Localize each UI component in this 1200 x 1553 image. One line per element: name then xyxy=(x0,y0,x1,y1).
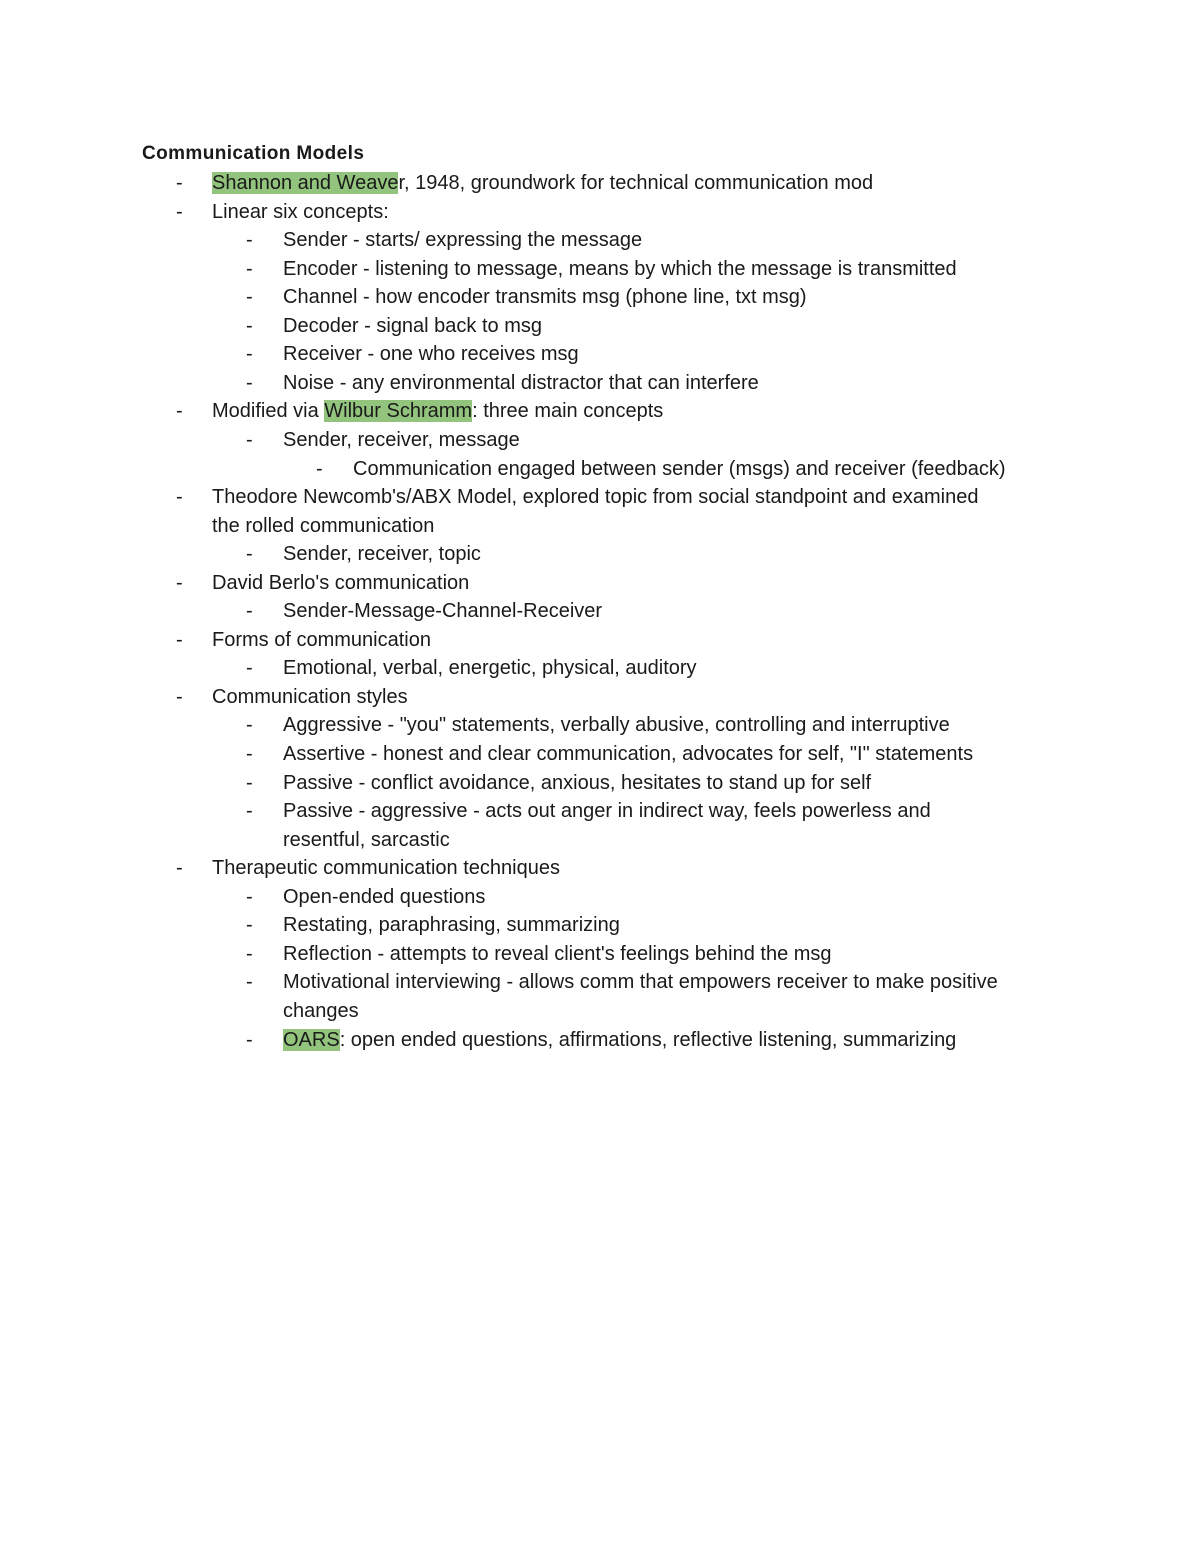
list-item-text: Therapeutic communication techniques xyxy=(212,857,560,880)
bullet-dash: - xyxy=(246,1028,253,1051)
bullet-dash: - xyxy=(176,400,183,423)
bullet-dash: - xyxy=(246,657,253,680)
list-item xyxy=(283,314,542,338)
list-item-text: : three main concepts xyxy=(472,400,664,423)
bullet-dash: - xyxy=(176,685,183,708)
list-item-continuation xyxy=(212,514,434,538)
list-item xyxy=(283,942,832,966)
bullet-dash: - xyxy=(246,971,253,994)
list-item xyxy=(283,542,481,566)
bullet-dash: - xyxy=(246,257,253,280)
bullet-dash: - xyxy=(246,371,253,394)
bullet-dash: - xyxy=(246,229,253,252)
list-item xyxy=(283,970,998,994)
list-item xyxy=(283,428,520,452)
list-item-text: : open ended questions, affirmations, reflective listening, summarizing xyxy=(339,1028,957,1051)
list-item-text: resentful, sarcastic xyxy=(283,828,450,851)
list-item-text: Receiver - one who receives msg xyxy=(283,343,579,366)
bullet-dash: - xyxy=(246,942,253,965)
bullet-dash: - xyxy=(246,714,253,737)
list-item xyxy=(283,257,957,281)
list-item-continuation xyxy=(283,828,450,852)
list-item xyxy=(283,913,620,937)
list-item-text: Forms of communication xyxy=(212,628,431,651)
list-item-text: Assertive - honest and clear communication, advocates for self, "I" statements xyxy=(283,743,974,765)
list-item-text: the rolled communication xyxy=(212,514,435,537)
list-item xyxy=(283,599,602,623)
list-item xyxy=(283,371,759,395)
list-item-text: Emotional, verbal, energetic, physical, auditory xyxy=(283,657,697,680)
list-item-text: Modified via xyxy=(212,400,325,423)
bullet-dash: - xyxy=(176,857,183,880)
list-item-text: Sender, receiver, topic xyxy=(283,543,481,566)
list-item-text: Reflection - attempts to reveal client's feelings behind the msg xyxy=(283,942,832,965)
list-item-text: Linear six concepts: xyxy=(212,200,389,223)
bullet-dash: - xyxy=(176,628,183,651)
list-item xyxy=(283,771,871,795)
list-item xyxy=(283,285,807,309)
bullet-dash: - xyxy=(176,571,183,594)
list-item xyxy=(212,571,469,595)
list-item xyxy=(283,228,642,252)
list-item-continuation xyxy=(283,999,359,1023)
list-item xyxy=(283,713,950,737)
bullet-dash: - xyxy=(176,172,183,194)
bullet-dash: - xyxy=(246,771,253,794)
list-item-text: Theodore Newcomb's/ABX Model, explored topic from social standpoint and examined xyxy=(212,486,979,509)
list-item xyxy=(212,856,560,880)
bullet-dash: - xyxy=(246,914,253,937)
list-item-text: Sender, receiver, message xyxy=(283,428,520,451)
bullet-dash: - xyxy=(246,543,253,566)
document-title: Communication Models xyxy=(142,143,365,164)
list-item-text: Aggressive - "you" statements, verbally abusive, controlling and interruptive xyxy=(283,714,950,737)
highlighted-text: Wilbur Schramm xyxy=(324,400,473,423)
list-item-text: r, 1948, groundwork for technical communication mod xyxy=(398,172,874,194)
list-item-text: Noise - any environmental distractor that can interfere xyxy=(283,371,759,394)
bullet-dash: - xyxy=(316,457,323,480)
bullet-dash: - xyxy=(246,286,253,309)
list-item-text: Communication styles xyxy=(212,685,408,708)
list-item-text: Open-ended questions xyxy=(283,885,486,908)
bullet-dash: - xyxy=(246,800,253,823)
list-item-text: Decoder - signal back to msg xyxy=(283,314,543,337)
list-item xyxy=(212,171,873,195)
list-item-text: Sender - starts/ expressing the message xyxy=(283,229,643,252)
list-item-text: Passive - conflict avoidance, anxious, hesitates to stand up for self xyxy=(283,771,872,794)
list-item xyxy=(283,656,697,680)
bullet-dash: - xyxy=(246,885,253,908)
list-item xyxy=(212,200,389,224)
bullet-dash: - xyxy=(246,314,253,337)
bullet-dash: - xyxy=(246,600,253,623)
list-item xyxy=(212,485,978,509)
list-item-text: Encoder - listening to message, means by which the message is transmitted xyxy=(283,257,957,280)
list-item-text: Passive - aggressive - acts out anger in indirect way, feels powerless and xyxy=(283,800,931,823)
list-item-text: Channel - how encoder transmits msg (phone line, txt msg) xyxy=(283,286,807,309)
bullet-dash: - xyxy=(246,743,253,765)
list-item-text: Restating, paraphrasing, summarizing xyxy=(283,914,620,937)
list-item-text: David Berlo's communication xyxy=(212,571,470,594)
list-item xyxy=(283,799,931,823)
list-item-text: Communication engaged between sender (msgs) and receiver (feedback) xyxy=(353,457,1006,480)
list-item xyxy=(283,342,579,366)
highlighted-text: OARS xyxy=(283,1028,340,1051)
list-item xyxy=(212,399,663,423)
list-item xyxy=(353,457,1006,481)
bullet-dash: - xyxy=(176,200,183,223)
list-item xyxy=(283,742,973,766)
bullet-dash: - xyxy=(246,428,253,451)
list-item-text: Motivational interviewing - allows comm that empowers receiver to make positive xyxy=(283,971,998,994)
bullet-dash: - xyxy=(176,486,183,509)
list-item xyxy=(212,628,431,652)
list-item xyxy=(212,685,408,709)
list-item-text: changes xyxy=(283,999,359,1022)
list-item xyxy=(283,1028,956,1052)
bullet-dash: - xyxy=(246,343,253,366)
highlighted-text: Shannon and Weave xyxy=(212,172,399,194)
list-item-text: Sender-Message-Channel-Receiver xyxy=(283,600,603,623)
list-item xyxy=(283,885,485,909)
